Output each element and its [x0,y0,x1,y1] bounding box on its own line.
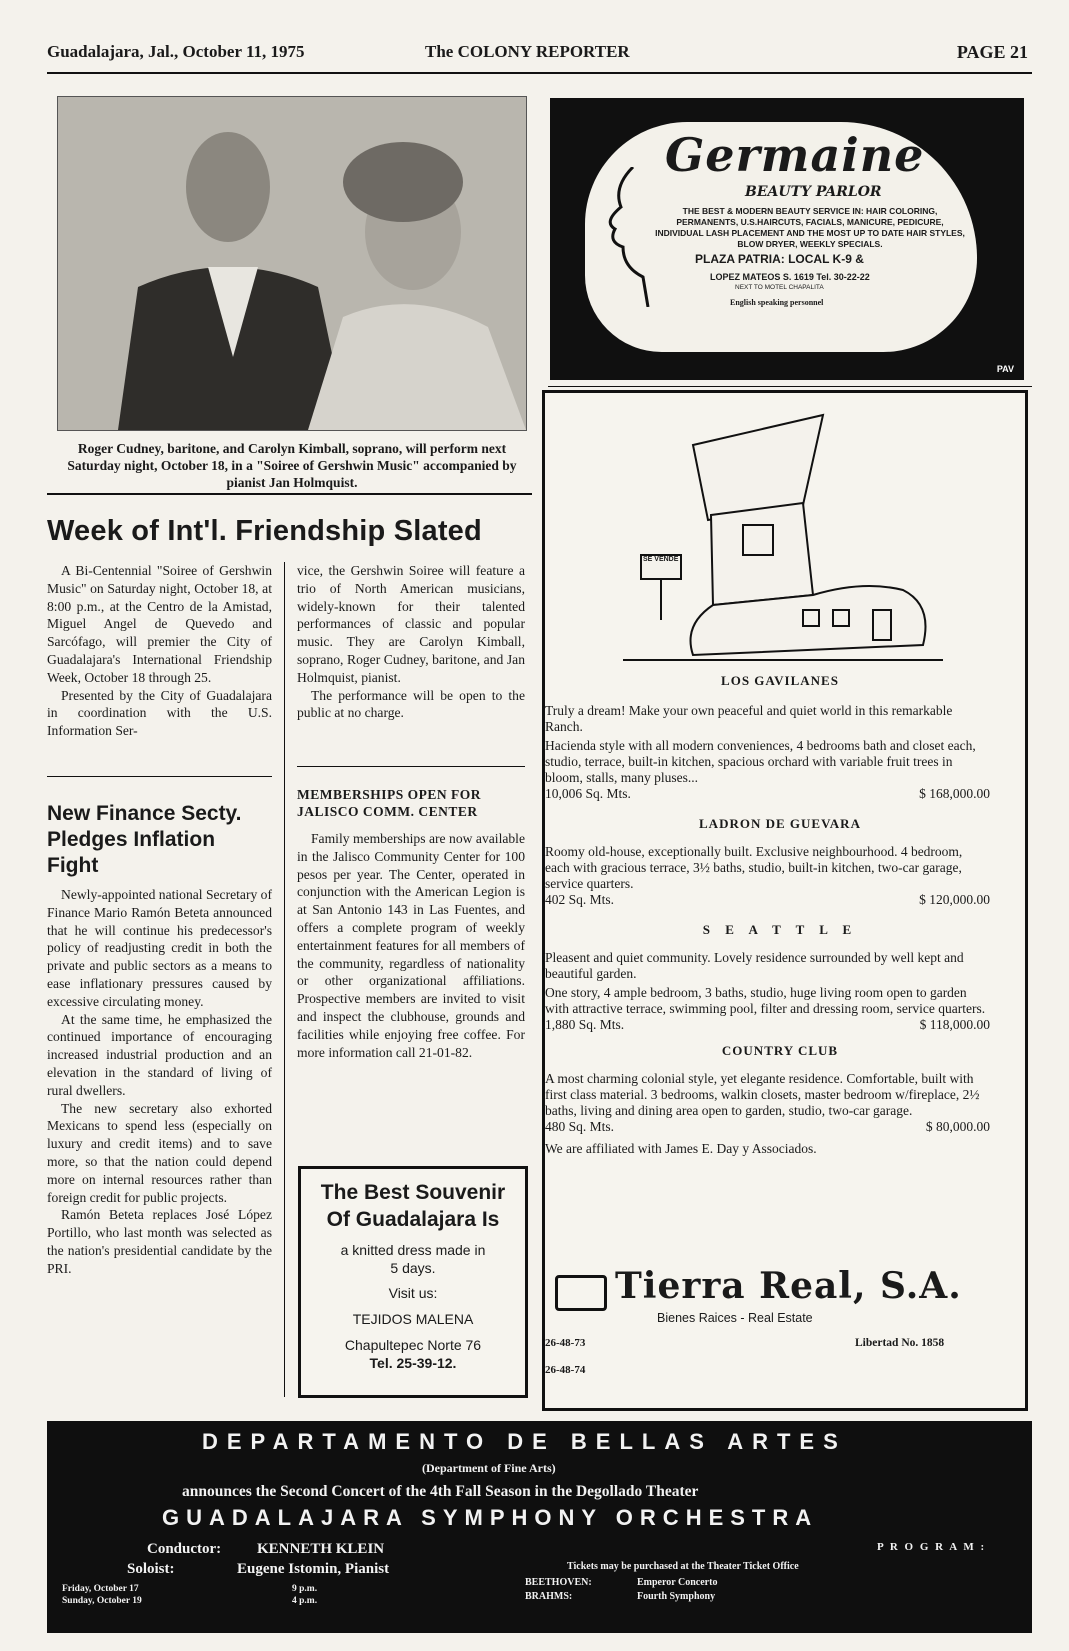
bellas-subtitle: (Department of Fine Arts) [422,1461,556,1475]
company-tagline: Bienes Raices - Real Estate [657,1311,813,1325]
work-1: Emperor Concerto [637,1577,718,1588]
program-label: P R O G R A M : [877,1541,987,1553]
finance-headline: New Finance Secty. Pledges Inflation Fight [47,802,242,877]
company-address: Libertad No. 1858 [855,1337,945,1349]
souvenir-tel: Tel. 25-39-12. [369,1355,457,1371]
company-name: Tierra Real, S.A. [615,1265,962,1307]
conductor-name: KENNETH KLEIN [257,1541,385,1557]
finance-paragraph: The new secretary also exhorted Mexicans to spend less (especially on luxury and credit items) and to save more, so that the nation could depend more on internal resources rather than foreign credit for public projects. [47,1100,272,1205]
header-rule [47,72,1032,74]
woman-profile-icon [593,167,653,307]
caption-rule [47,493,532,495]
boot-house-illustration [623,405,943,665]
souvenir-line: a knitted dress made in 5 days. [340,1242,486,1276]
souvenir-address: Chapultepec Norte 76 [344,1337,482,1353]
germaine-location: PLAZA PATRIA: LOCAL K-9 & [695,252,864,266]
memberships-headline: MEMBERSHIPS OPEN FOR JALISCO COMM. CENTER [297,787,482,819]
friendship-paragraph: The performance will be open to the public at no charge. [297,687,525,721]
friendship-paragraph: Presented by the City of Guadalajara in coordination with the U.S. Information Ser- [47,687,272,739]
friendship-paragraph: vice, the Gershwin Soiree will feature a trio of North American musicians, widely-known for their talented performances of classic and popular music. They are Carolyn Kimball, soprano, Roger Cudney, baritone, and Jan Holmquist, pianist. [297,563,525,685]
memberships-body [297,830,525,1061]
realty-listings [545,673,990,1157]
friendship-paragraph: A Bi-Centennial "Soiree of Gershwin Music" on Saturday night, October 18, at 8:00 p.m., at the Centro de la Amistad, Miguel Angel de Quevedo and Sarcófago, will premier the City of Guadalajara's International Friendship Week, October 18 through 25. [47,563,272,685]
bellas-artes-ad [47,1421,1032,1633]
bellas-orchestra: GUADALAJARA SYMPHONY ORCHESTRA [162,1505,819,1530]
finance-paragraph: At the same time, he emphasized the continued importance of encouraging increased industrial production and an elevation in the standard of living of rural dwellers. [47,1011,272,1098]
listing-text: Roomy old-house, exceptionally built. Exclusive neighbourhood. 4 bedroom, each with gracious terrace, 3½ baths, studio, built-in kitchen, two-car garage, service quarters. [545,844,963,891]
germaine-next-to: NEXT TO MOTEL CHAPALITA [735,284,824,291]
realty-affiliation: We are affiliated with James E. Day y Associados. [545,1141,817,1156]
column-divider [284,562,285,1397]
ad-divider [548,386,1032,387]
souvenir-ad [298,1166,528,1398]
finance-paragraph: Newly-appointed national Secretary of Finance Mario Ramón Beteta announced that he will continue his predecessor's policy of readjusting credit in both the private and public sectors as a means to ease inflationary pressures caused by excessive circulating money. [47,887,273,1009]
souvenir-visit: Visit us: [388,1285,438,1301]
listing-size: 402 Sq. Mts. [545,892,615,907]
souvenir-shop: TEJIDOS MALENA [352,1311,474,1327]
page-header [47,40,1032,72]
soloist-label: Soloist: [127,1561,175,1577]
friendship-headline: Week of Int'l. Friendship Slated [47,515,482,547]
germaine-ad [550,98,1024,380]
listing-size: 10,006 Sq. Mts. [545,786,631,801]
time-1: 9 p.m. [292,1584,318,1594]
listing-price: $ 80,000.00 [925,1119,990,1134]
friendship-col-1 [47,562,272,740]
paper-name: The COLONY REPORTER [425,42,630,61]
composer-1: BEETHOVEN: [525,1577,592,1588]
listing-size: 480 Sq. Mts. [545,1119,615,1134]
tierra-logo-icon [555,1275,607,1311]
bellas-announce: announces the Second Concert of the 4th Fall Season in the Degollado Theater [182,1483,699,1500]
listing-price-row [545,1017,990,1033]
date-1: Friday, October 17 [62,1584,139,1594]
tickets-note: Tickets may be purchased at the Theater Ticket Office [567,1561,799,1572]
time-2: 4 p.m. [292,1596,318,1606]
singers-photo [57,96,527,431]
listing-size: 1,880 Sq. Mts. [545,1017,625,1032]
page-number: PAGE 21 [956,42,1028,62]
company-phone-1: 26-48-73 [545,1337,586,1349]
finance-body [47,886,272,1278]
composer-2: BRAHMS: [525,1591,573,1602]
sign-text: SE VENDE [643,556,679,563]
germaine-address: LOPEZ MATEOS S. 1619 Tel. 30-22-22 [710,272,870,282]
germaine-services: THE BEST & MODERN BEAUTY SERVICE IN: HAIR COLORING, PERMANENTS, U.S.HAIRCUTS, FACIALS, MANICURE, PEDICURE, INDIVIDUAL LASH PLACEMENT AND THE MOST UP TO DATE HAIR STYLES, BLOW DRYER, WEEKLY SPECIALS. [655,206,965,249]
date-2: Sunday, October 19 [62,1596,142,1606]
photo-caption: Roger Cudney, baritone, and Carolyn Kimball, soprano, will perform next Saturday night, October 18, in a "Soiree of Gershwin Music" accompanied by pianist Jan Holmquist. [67,441,517,490]
germaine-tag: PAV [996,364,1014,374]
finance-paragraph: Ramón Beteta replaces José López Portillo, who last month was selected as the nation's presidential candidate by the PRI. [47,1207,272,1276]
listing-text: Truly a dream! Make your own peaceful and quiet world in this remarkable Ranch. [545,703,953,734]
listing-price-row [545,786,990,802]
memberships-paragraph: Family memberships are now available in the Jalisco Community Center for 100 pesos per year. The Center, operated in conjunction with the American Legion is at San Antonio 143 in Las Fuentes, and offers a complete program of weekly entertainment features for all members of the community, regardless of nationality or other organizational affiliations. Prospective members are invited to visit and inspect the clubhouse, grounds and facilities while enjoying free coffee. For more information call 21-01-82. [297,831,525,1060]
photo-illustration [58,97,526,430]
listing-price: $ 120,000.00 [919,892,990,907]
bellas-title: DEPARTAMENTO DE BELLAS ARTES [202,1429,847,1454]
conductor-label: Conductor: [147,1541,222,1557]
listing-name: COUNTRY CLUB [721,1043,839,1058]
listing-text: One story, 4 ample bedroom, 3 baths, studio, huge living room open to garden with attractive terrace, swimming pool, filter and dressing room, service quarters. [545,985,986,1016]
listing-price: $ 118,000.00 [919,1017,990,1032]
listing-price: $ 168,000.00 [919,786,990,801]
germaine-sub: BEAUTY PARLOR [745,184,882,200]
friendship-rule-1 [47,776,272,777]
company-phone-2: 26-48-74 [545,1364,586,1376]
realty-ad [542,390,1028,1411]
souvenir-title: The Best Souvenir Of Guadalajara Is [320,1181,506,1231]
listing-text: A most charming colonial style, yet elegante residence. Comfortable, built with first class material. 3 bedrooms, walkin closets, master bedroom w/fireplace, 2½ baths, living and dining area open to garden, studio, two-car garage. [545,1071,980,1118]
work-2: Fourth Symphony [637,1591,716,1602]
friendship-col-2 [297,562,525,722]
listing-name: LOS GAVILANES [721,673,839,688]
listing-name: LADRON DE GUEVARA [699,816,861,831]
soloist-name: Eugene Istomin, Pianist [237,1561,390,1577]
friendship-rule-2 [297,766,525,767]
listing-name: S E A T T L E [702,922,858,937]
dateline: Guadalajara, Jal., October 11, 1975 [47,42,305,61]
germaine-brand: Germaine [665,128,925,182]
listing-text: Pleasent and quiet community. Lovely residence surrounded by well kept and beautiful garden. [545,950,964,981]
listing-price-row [545,892,990,908]
germaine-cloud [585,122,977,352]
germaine-staff: English speaking personnel [730,298,824,307]
listing-text: Hacienda style with all modern conveniences, 4 bedrooms bath and closet each, studio, terrace, built-in kitchen, spacious orchard with variable fruit trees in bloom, stalls, many pluses... [545,738,976,785]
listing-price-row [545,1119,990,1135]
